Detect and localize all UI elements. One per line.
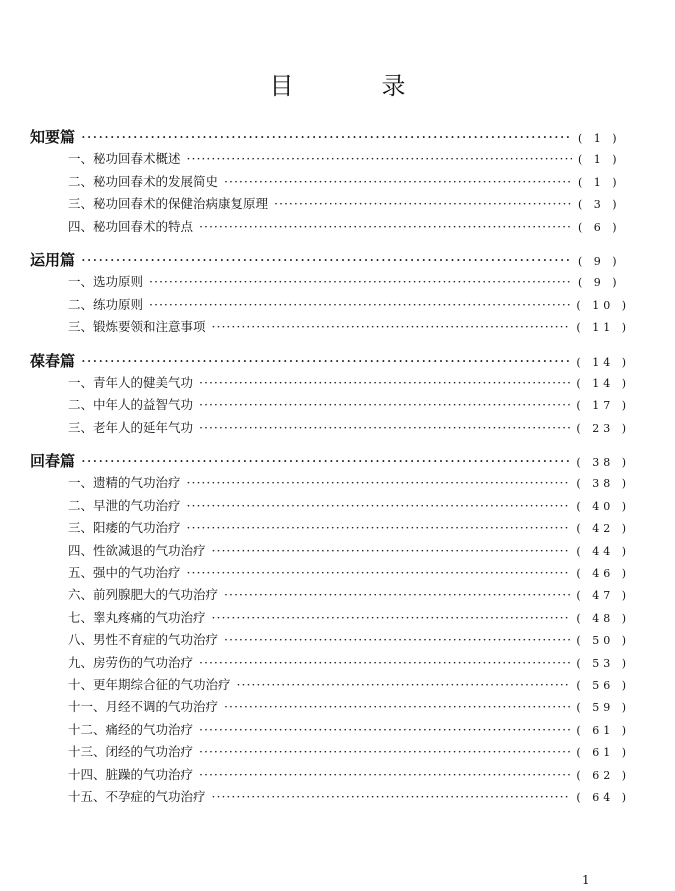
section-title: 葆春篇 [30,351,76,370]
section-page-number: ( 9 ) [578,254,621,268]
leader-dots [149,294,570,316]
item-page-number: ( 40 ) [576,499,630,513]
item-page-number: ( 17 ) [576,399,630,413]
section-page-number: ( 14 ) [576,355,630,369]
toc-item-row[interactable] [30,652,630,674]
section-title: 回春篇 [30,452,76,471]
toc-section-row[interactable] [30,350,630,372]
toc-section-row[interactable] [30,450,630,472]
toc-item-row[interactable] [30,517,630,539]
item-page-number: ( 61 ) [576,723,630,737]
toc-item-row[interactable] [30,193,630,215]
item-title: 八、男性不育症的气功治疗 [68,632,219,648]
toc-item-row[interactable] [30,316,630,338]
leader-dots [81,126,572,148]
toc-item-row[interactable] [30,294,630,316]
leader-dots [187,472,571,494]
toc-item-row[interactable] [30,607,630,629]
toc-item-row[interactable] [30,674,630,696]
section-gap [30,339,630,350]
leader-dots [199,719,570,741]
leader-dots [212,316,571,338]
leader-dots [199,764,570,786]
leader-dots [199,216,572,238]
item-title: 十三、闭经的气功治疗 [68,744,194,760]
item-title: 三、秘功回春术的保健治病康复原理 [68,196,269,212]
item-title: 六、前列腺肥大的气功治疗 [68,587,219,603]
page-title: 目 录 [269,72,438,100]
item-title: 二、秘功回春术的发展简史 [68,173,219,189]
leader-dots [237,674,571,696]
toc-item-row[interactable] [30,540,630,562]
item-title: 二、早泄的气功治疗 [68,497,181,513]
toc-item-row[interactable] [30,372,630,394]
leader-dots [212,540,571,562]
item-title: 一、选功原则 [68,274,144,290]
leader-dots [199,372,570,394]
leader-dots [212,607,571,629]
item-title: 十、更年期综合征的气功治疗 [68,676,231,692]
toc-section-row[interactable] [30,249,630,271]
section-page-number: ( 1 ) [578,132,621,145]
item-page-number: ( 64 ) [576,790,630,804]
item-title: 十二、痛经的气功治疗 [68,721,194,737]
item-page-number: ( 56 ) [576,678,630,692]
item-title: 三、老年人的延年气功 [68,419,194,435]
toc-item-row[interactable] [30,584,630,606]
item-page-number: ( 47 ) [576,589,630,603]
toc-section-row[interactable] [30,126,630,148]
item-title: 三、锻炼要领和注意事项 [68,319,206,335]
page-number: 1 [582,873,590,887]
toc-item-row[interactable] [30,719,630,741]
item-title: 十四、脏躁的气功治疗 [68,766,194,782]
item-page-number: ( 38 ) [576,477,630,491]
item-title: 九、房劳伤的气功治疗 [68,654,194,670]
toc-item-row[interactable] [30,786,630,808]
toc-item-row[interactable] [30,472,630,494]
leader-dots [224,629,570,651]
leader-dots [212,786,571,808]
leader-dots [224,171,572,193]
item-page-number: ( 10 ) [576,298,630,312]
leader-dots [81,450,570,472]
leader-dots [187,495,571,517]
item-page-number: ( 14 ) [576,376,630,390]
item-page-number: ( 44 ) [576,544,630,558]
item-page-number: ( 11 ) [576,321,630,335]
item-title: 一、遗精的气功治疗 [68,475,181,491]
item-title: 四、性欲减退的气功治疗 [68,542,206,558]
leader-dots [274,193,572,215]
leader-dots [199,417,570,439]
toc-item-row[interactable] [30,417,630,439]
item-page-number: ( 1 ) [578,153,621,167]
section-gap [30,439,630,450]
item-page-number: ( 59 ) [576,701,630,715]
leader-dots [224,696,570,718]
item-title: 十一、月经不调的气功治疗 [68,699,219,715]
item-page-number: ( 62 ) [576,768,630,782]
item-page-number: ( 9 ) [578,276,621,290]
toc-item-row[interactable] [30,495,630,517]
leader-dots [224,584,570,606]
leader-dots [187,517,571,539]
leader-dots [81,249,572,271]
toc-item-row[interactable] [30,741,630,763]
leader-dots [199,652,570,674]
item-page-number: ( 6 ) [578,220,621,234]
item-page-number: ( 48 ) [576,611,630,625]
leader-dots [149,271,572,293]
section-title: 运用篇 [30,250,76,269]
item-title: 一、秘功回春术概述 [68,151,181,167]
item-page-number: ( 50 ) [576,634,630,648]
item-page-number: ( 42 ) [576,522,630,536]
item-title: 二、练功原则 [68,296,144,312]
item-page-number: ( 1 ) [578,175,621,189]
toc-item-row[interactable] [30,271,630,293]
toc-item-row[interactable] [30,171,630,193]
toc-item-row[interactable] [30,629,630,651]
item-title: 十五、不孕症的气功治疗 [68,788,206,804]
item-page-number: ( 23 ) [576,421,630,435]
section-gap [30,238,630,249]
item-page-number: ( 3 ) [578,198,621,212]
toc-item-row[interactable] [30,216,630,238]
item-title: 二、中年人的益智气功 [68,397,194,413]
section-page-number: ( 38 ) [576,456,630,470]
item-title: 五、强中的气功治疗 [68,565,181,581]
toc-item-row[interactable] [30,562,630,584]
item-title: 七、睾丸疼痛的气功治疗 [68,609,206,625]
item-title: 三、阳痿的气功治疗 [68,520,181,536]
section-title: 知要篇 [30,128,76,146]
leader-dots [187,148,572,170]
leader-dots [81,350,570,372]
leader-dots [199,394,570,416]
item-page-number: ( 53 ) [576,656,630,670]
toc-item-row[interactable] [30,394,630,416]
leader-dots [199,741,570,763]
table-of-contents [30,126,630,808]
item-title: 四、秘功回春术的特点 [68,218,194,234]
toc-item-row[interactable] [30,148,630,170]
item-page-number: ( 46 ) [576,567,630,581]
toc-item-row[interactable] [30,764,630,786]
item-title: 一、青年人的健美气功 [68,374,194,390]
leader-dots [187,562,571,584]
item-page-number: ( 61 ) [576,746,630,760]
toc-item-row[interactable] [30,696,630,718]
